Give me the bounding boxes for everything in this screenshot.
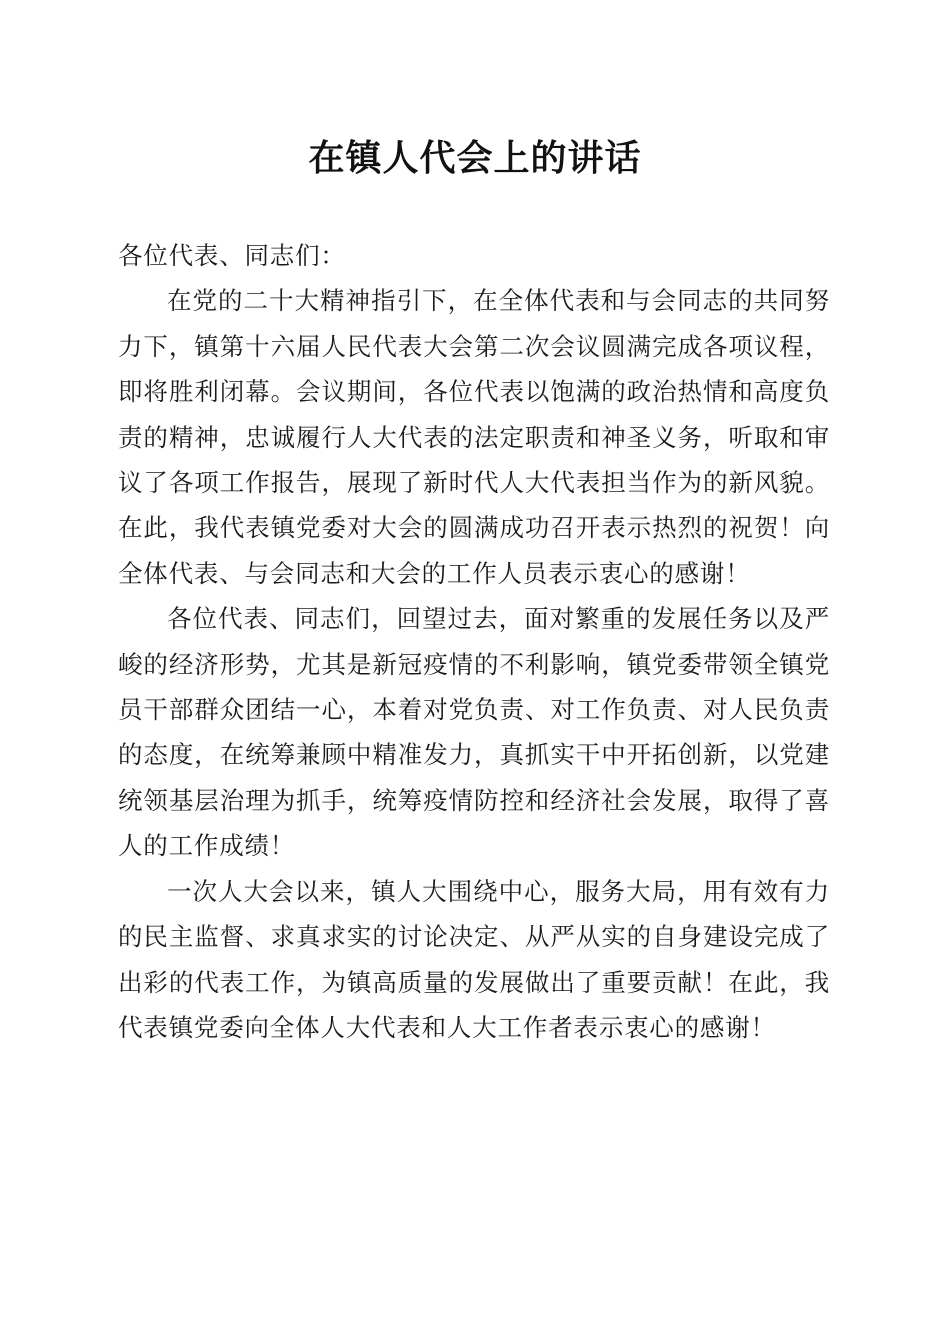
paragraph-2: 各位代表、同志们，回望过去，面对繁重的发展任务以及严峻的经济形势，尤其是新冠疫情的不利影响，镇党委带领全镇党员干部群众团结一心，本着对党负责、对工作负责、对人民负责的态度，在统筹兼顾中精准发力，真抓实干中开拓创新，以党建统领基层治理为抓手，统筹疫情防控和经济社会发展，取得了喜人的工作成绩！ (118, 604, 830, 861)
paragraph-1: 在党的二十大精神指引下，在全体代表和与会同志的共同努力下，镇第十六届人民代表大会第二次会议圆满完成各项议程，即将胜利闭幕。会议期间，各位代表以饱满的政治热情和高度负责的精神，忠诚履行人大代表的法定职责和神圣义务，听取和审议了各项工作报告，展现了新时代人大代表担当作为的新风貌。在此，我代表镇党委对大会的圆满成功召开表示热烈的祝贺！向全体代表、与会同志和大会的工作人员表示衷心的感谢！ (118, 286, 830, 588)
page-title: 在镇人代会上的讲话 (308, 137, 642, 179)
paragraph-3: 一次人大会以来，镇人大围绕中心，服务大局，用有效有力的民主监督、求真求实的讨论决定、从严从实的自身建设完成了出彩的代表工作，为镇高质量的发展做出了重要贡献！在此，我代表镇党委向全体人大代表和人大工作者表示衷心的感谢！ (118, 876, 830, 1042)
salutation: 各位代表、同志们： (118, 241, 346, 270)
speech-body (118, 233, 830, 1050)
